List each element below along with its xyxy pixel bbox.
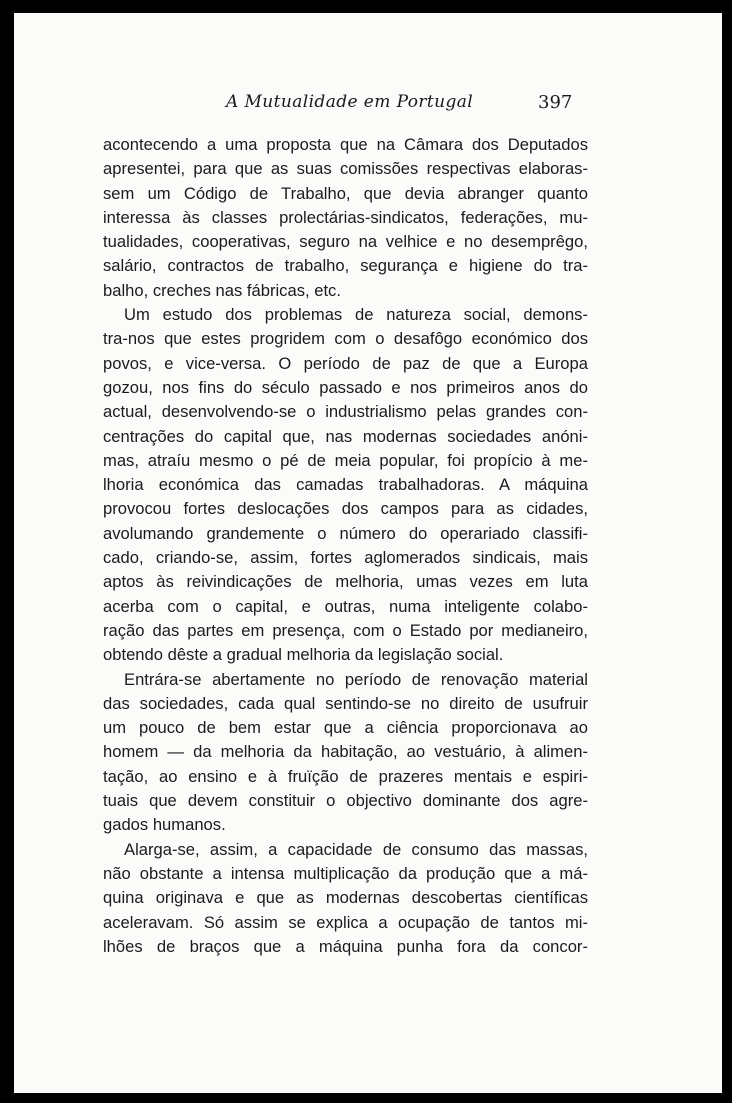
- text-line: apresentei, para que as suas comissões respectivas elaboras-: [103, 159, 588, 179]
- text-line: centrações do capital que, nas modernas sociedades anóni-: [103, 426, 588, 446]
- text-line: Um estudo dos problemas de natureza social, demons-: [124, 305, 588, 325]
- text-line: obtendo dêste a gradual melhoria da legislação social.: [103, 645, 504, 665]
- text-line: acontecendo a uma proposta que na Câmara dos Deputados: [103, 135, 588, 154]
- text-line: avolumando grandemente o número do operariado classifi-: [103, 523, 588, 543]
- text-line: tra-nos que estes progridem com o desafôgo económico dos: [103, 329, 588, 349]
- text-line: balho, creches nas fábricas, etc.: [103, 280, 341, 300]
- text-line: um pouco de bem estar que a ciência proporcionava ao: [103, 718, 588, 738]
- text-line: tuais que devem constituir o objectivo dominante dos agre-: [103, 791, 588, 811]
- text-line: Entrára-se abertamente no período de renovação material: [124, 669, 588, 689]
- text-line: gados humanos.: [103, 815, 226, 835]
- text-line: cado, criando-se, assim, fortes aglomerados sindicais, mais: [103, 548, 588, 568]
- text-line: interessa às classes prolectárias-sindicatos, federações, mu-: [103, 207, 588, 227]
- text-line: lhoria económica das camadas trabalhadoras. A máquina: [103, 475, 588, 495]
- text-line: gozou, nos fins do século passado e nos primeiros anos do: [103, 377, 588, 397]
- text-line: tação, ao ensino e à fruïção de prazeres mentais e espiri-: [103, 766, 588, 786]
- text-line: quina originava e que as modernas descobertas científicas: [103, 888, 588, 908]
- page-header: [14, 92, 722, 120]
- body-text: [103, 133, 588, 959]
- paragraph: [103, 668, 588, 838]
- text-line: actual, desenvolvendo-se o industrialismo pelas grandes con-: [103, 402, 588, 422]
- text-line: lhões de braços que a máquina punha fora da concor-: [103, 936, 588, 956]
- text-line: salário, contractos de trabalho, segurança e higiene do tra-: [103, 256, 588, 276]
- book-page: [14, 13, 722, 1093]
- page-number: 397: [538, 92, 573, 113]
- text-line: provocou fortes deslocações dos campos para as cidades,: [103, 499, 588, 519]
- paragraph: [103, 838, 588, 959]
- paragraph: [103, 303, 588, 667]
- paragraph: [103, 133, 588, 303]
- text-line: povos, e vice-versa. O período de paz de que a Europa: [103, 353, 588, 373]
- text-line: homem — da melhoria da habitação, ao vestuário, à alimen-: [103, 742, 588, 762]
- text-line: mas, atraíu mesmo o pé de meia popular, foi propício à me-: [103, 450, 588, 470]
- text-line: Alarga-se, assim, a capacidade de consumo das massas,: [124, 839, 588, 859]
- text-line: não obstante a intensa multiplicação da produção que a má-: [103, 863, 588, 883]
- text-line: sem um Código de Trabalho, que devia abranger quanto: [103, 183, 588, 203]
- text-line: ração das partes em presença, com o Estado por medianeiro,: [103, 620, 588, 640]
- text-line: tualidades, cooperativas, seguro na velhice e no desemprêgo,: [103, 232, 588, 252]
- text-line: aceleravam. Só assim se explica a ocupação de tantos mi-: [103, 912, 588, 932]
- text-line: aptos às reivindicações de melhoria, umas vezes em luta: [103, 572, 588, 592]
- text-line: acerba com o capital, e outras, numa inteligente colabo-: [103, 596, 588, 616]
- running-title: A Mutualidade em Portugal: [226, 92, 474, 112]
- text-line: das sociedades, cada qual sentindo-se no direito de usufruir: [103, 693, 588, 713]
